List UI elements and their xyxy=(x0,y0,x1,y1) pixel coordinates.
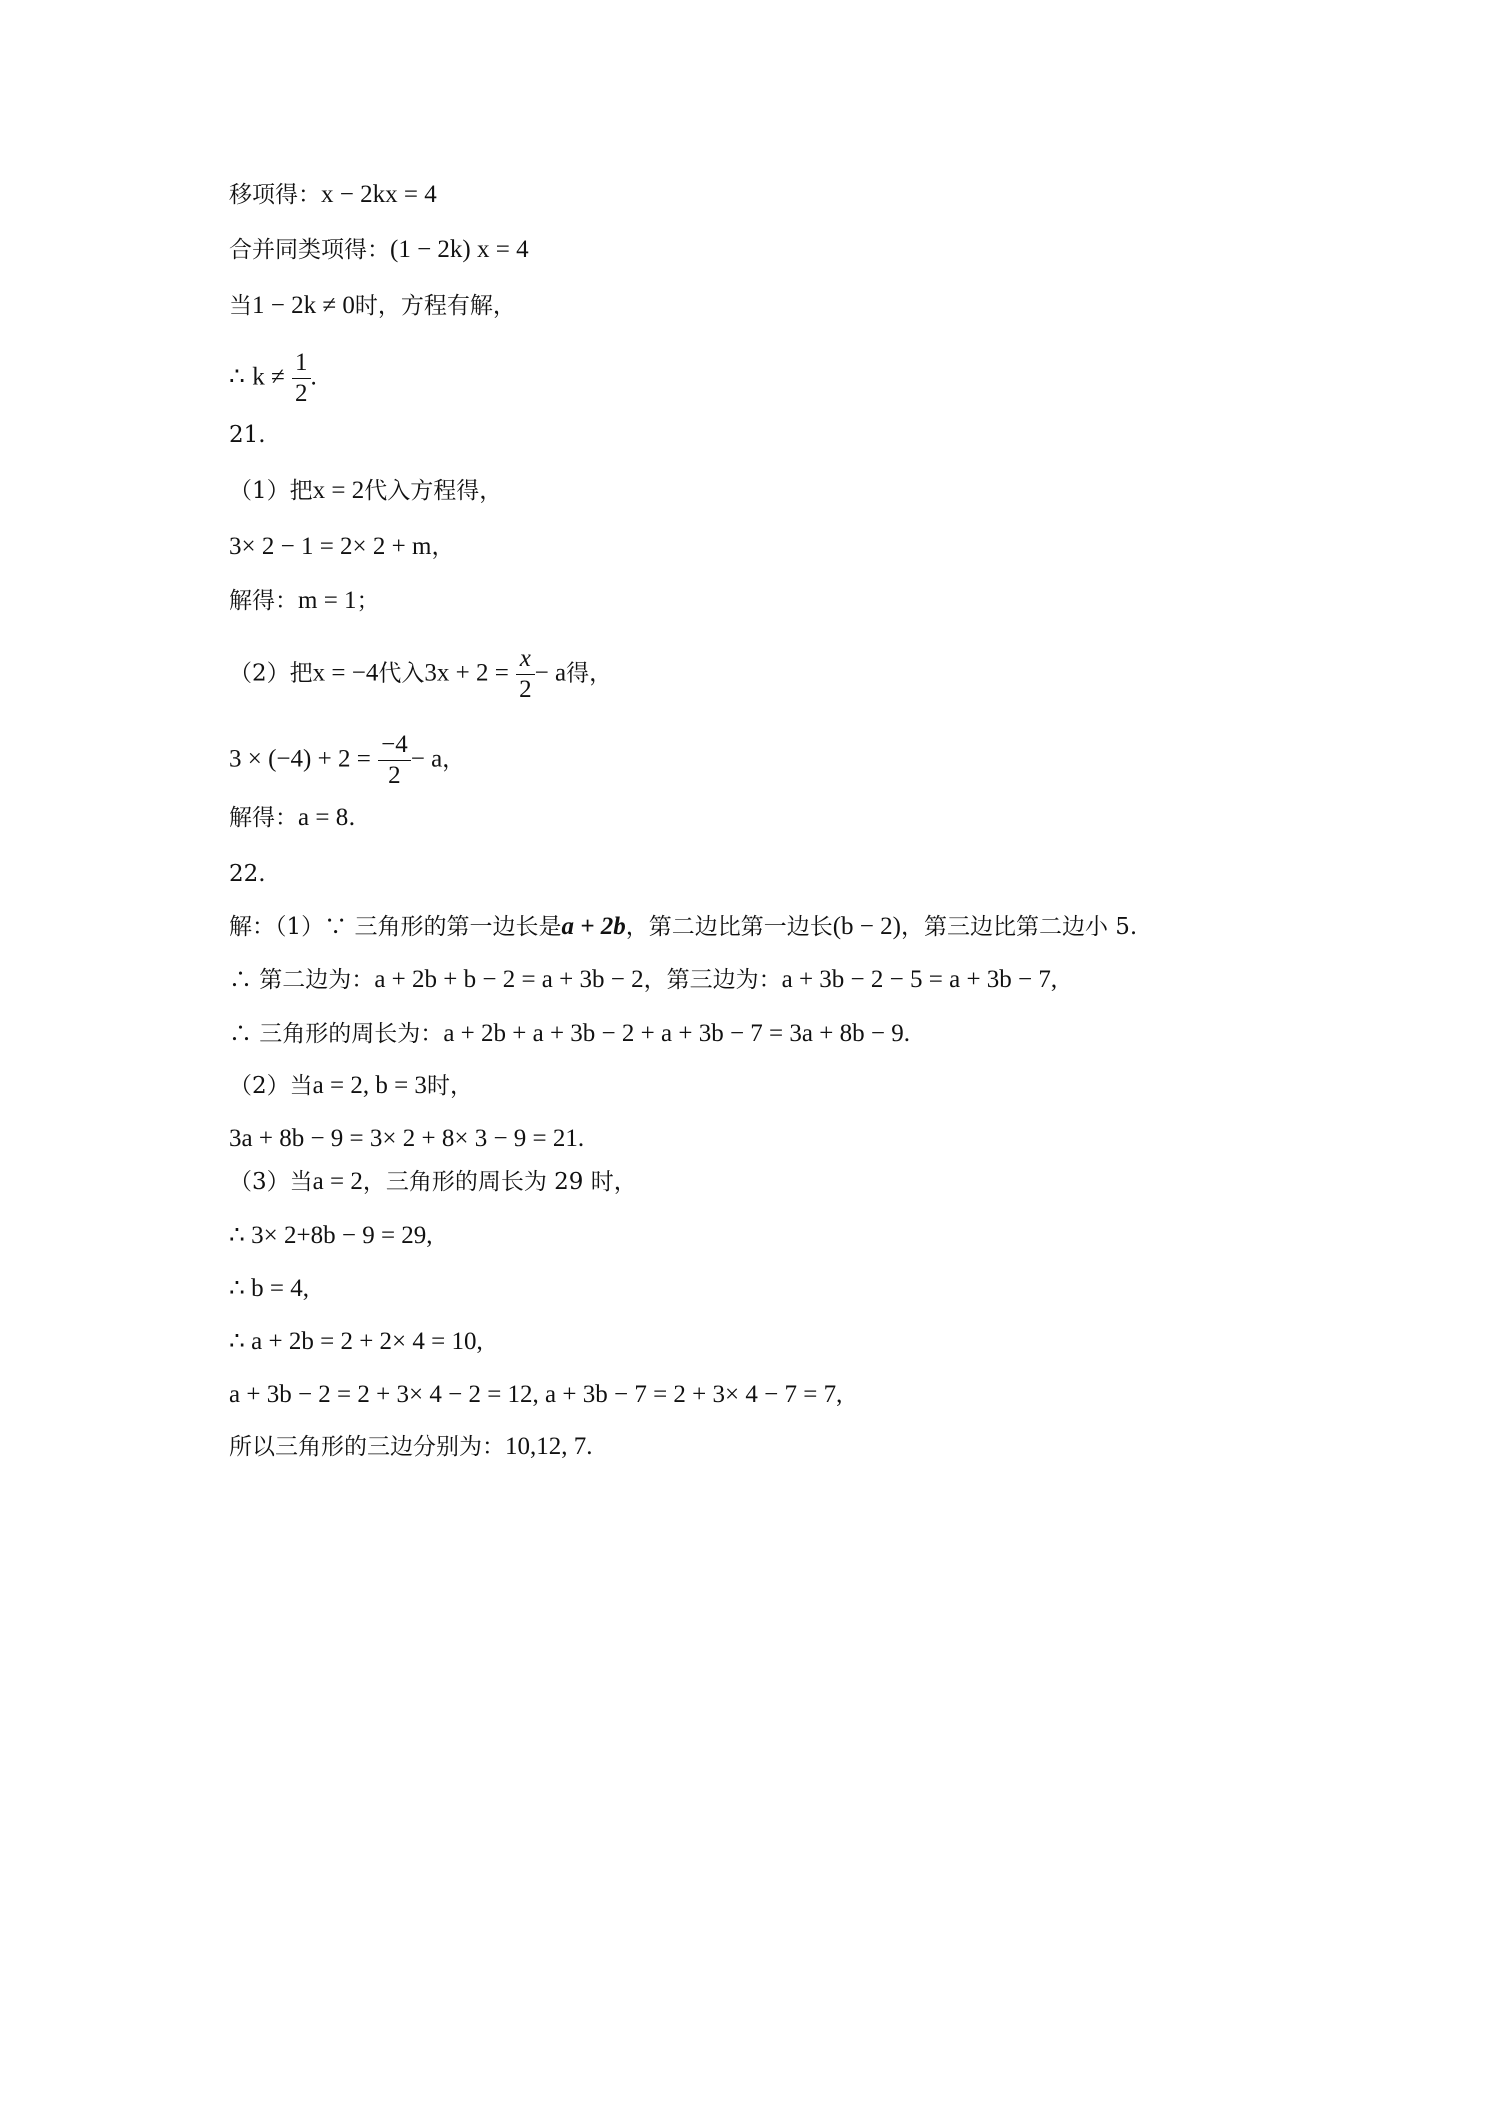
equation: a + 2b xyxy=(561,913,626,940)
equation: x − 2kx = 4 xyxy=(321,181,437,208)
q22-part3-given xyxy=(229,1167,637,1197)
problem-number: 21. xyxy=(229,422,266,448)
step-transpose xyxy=(229,180,437,210)
text-prefix: ∴ 三角形的周长为： xyxy=(229,1021,444,1047)
equation: a + 3b − 2 = 2 + 3× 4 − 2 = 12, a + 3b − 7 = 2 + 3× 4 − 7 = 7, xyxy=(229,1381,843,1408)
numerator: x xyxy=(519,645,531,672)
problem-number-22 xyxy=(229,859,266,889)
equation: 3x + 2 = xyxy=(424,659,509,687)
therefore-symbol: ∴ xyxy=(229,363,245,391)
numerator: −4 xyxy=(381,731,408,758)
denominator: 2 xyxy=(378,760,411,791)
q21-part1-substitute xyxy=(229,476,502,506)
q21-part1-solution xyxy=(229,586,380,616)
q22-part2-calc xyxy=(229,1124,584,1154)
step-label: 移项得： xyxy=(229,182,321,208)
step-label: 解得： xyxy=(229,588,298,614)
step-label: 合并同类项得： xyxy=(229,237,390,263)
text-prefix: （3）当 xyxy=(229,1169,313,1195)
text-mid: ，第二边比第一边长 xyxy=(625,914,833,940)
problem-number-21 xyxy=(229,420,266,450)
text-prefix: （2）当 xyxy=(229,1073,313,1099)
step-condition xyxy=(229,291,516,321)
text-suffix: ， xyxy=(431,534,455,560)
text-suffix: 得， xyxy=(566,660,613,687)
equation: 3× 2 − 1 = 2× 2 + m xyxy=(229,533,432,560)
text-suffix: . xyxy=(310,363,317,391)
equation: k ≠ xyxy=(252,363,285,391)
text-prefix: ∴ 第二边为： xyxy=(229,967,375,993)
step-combine xyxy=(229,235,529,265)
denominator: 2 xyxy=(292,378,311,409)
text-suffix: 代入方程得， xyxy=(364,478,503,504)
q22-part1-given xyxy=(229,912,1137,942)
equation: a = 8 xyxy=(298,804,349,831)
equation: x = −4 xyxy=(312,659,379,687)
text-prefix: （2）把 xyxy=(229,660,313,687)
equation: ∴ 3× 2+8b − 9 = 29, xyxy=(229,1222,433,1249)
q22-part3-step2 xyxy=(229,1274,309,1304)
text-suffix: 时，方程有解， xyxy=(354,293,516,319)
equation: 3a + 8b − 9 = 3× 2 + 8× 3 − 9 = 21. xyxy=(229,1125,585,1152)
text-suffix: ， xyxy=(442,746,466,773)
text-suffix: ，第三边比第二边小 5. xyxy=(900,914,1138,940)
equation: a + 3b − 2 − 5 = a + 3b − 7, xyxy=(781,966,1058,993)
problem-number: 22. xyxy=(229,861,266,887)
text-prefix: 解：（1）∵ 三角形的第一边长是 xyxy=(229,914,562,940)
fraction xyxy=(516,644,535,705)
text-mid: 代入 xyxy=(378,660,425,687)
denominator: 2 xyxy=(516,674,535,705)
equation: − a xyxy=(534,659,567,687)
equation: a = 2 xyxy=(312,1168,363,1195)
q22-part3-step3 xyxy=(229,1327,483,1357)
step-conclusion-k xyxy=(229,348,317,409)
equation: 10,12, 7. xyxy=(505,1433,593,1460)
fraction xyxy=(292,348,311,409)
text-prefix: 当 xyxy=(229,293,252,319)
q21-part2-equation xyxy=(229,730,465,791)
text-prefix: 所以三角形的三边分别为： xyxy=(229,1434,505,1460)
equation: ∴ b = 4, xyxy=(229,1275,310,1302)
text-suffix: ，三角形的周长为 29 时， xyxy=(362,1169,637,1195)
equation: 3 × (−4) + 2 = xyxy=(229,745,371,773)
numerator: 1 xyxy=(295,349,308,376)
equation: 1 − 2k ≠ 0 xyxy=(252,292,355,319)
q21-part2-substitute xyxy=(229,644,612,705)
q22-part3-step4 xyxy=(229,1380,842,1410)
equation: m = 1 xyxy=(298,587,357,614)
q22-part3-conclusion xyxy=(229,1432,593,1462)
equation: (b − 2) xyxy=(832,913,901,940)
text-suffix: ； xyxy=(356,588,380,614)
equation: − a xyxy=(410,745,443,773)
equation: (1 − 2k) x = 4 xyxy=(390,236,529,263)
text-prefix: （1）把 xyxy=(229,478,313,504)
q21-part2-solution xyxy=(229,803,356,833)
equation: a = 2, b = 3 xyxy=(312,1072,427,1099)
equation: a + 2b + b − 2 = a + 3b − 2 xyxy=(374,966,644,993)
q21-part1-equation xyxy=(229,532,454,562)
q22-part2-given xyxy=(229,1071,473,1101)
fraction xyxy=(378,730,411,791)
q22-part3-step1 xyxy=(229,1221,433,1251)
q22-part1-perimeter xyxy=(229,1019,910,1049)
q22-part1-sides xyxy=(229,965,1057,995)
text-suffix: 时， xyxy=(426,1073,473,1099)
equation: a + 2b + a + 3b − 2 + a + 3b − 7 = 3a + 8b − 9. xyxy=(443,1020,910,1047)
equation: ∴ a + 2b = 2 + 2× 4 = 10, xyxy=(229,1328,483,1355)
text-mid: ，第三边为： xyxy=(643,967,782,993)
step-label: 解得： xyxy=(229,805,298,831)
text-suffix: . xyxy=(348,805,356,831)
equation: x = 2 xyxy=(312,477,365,504)
